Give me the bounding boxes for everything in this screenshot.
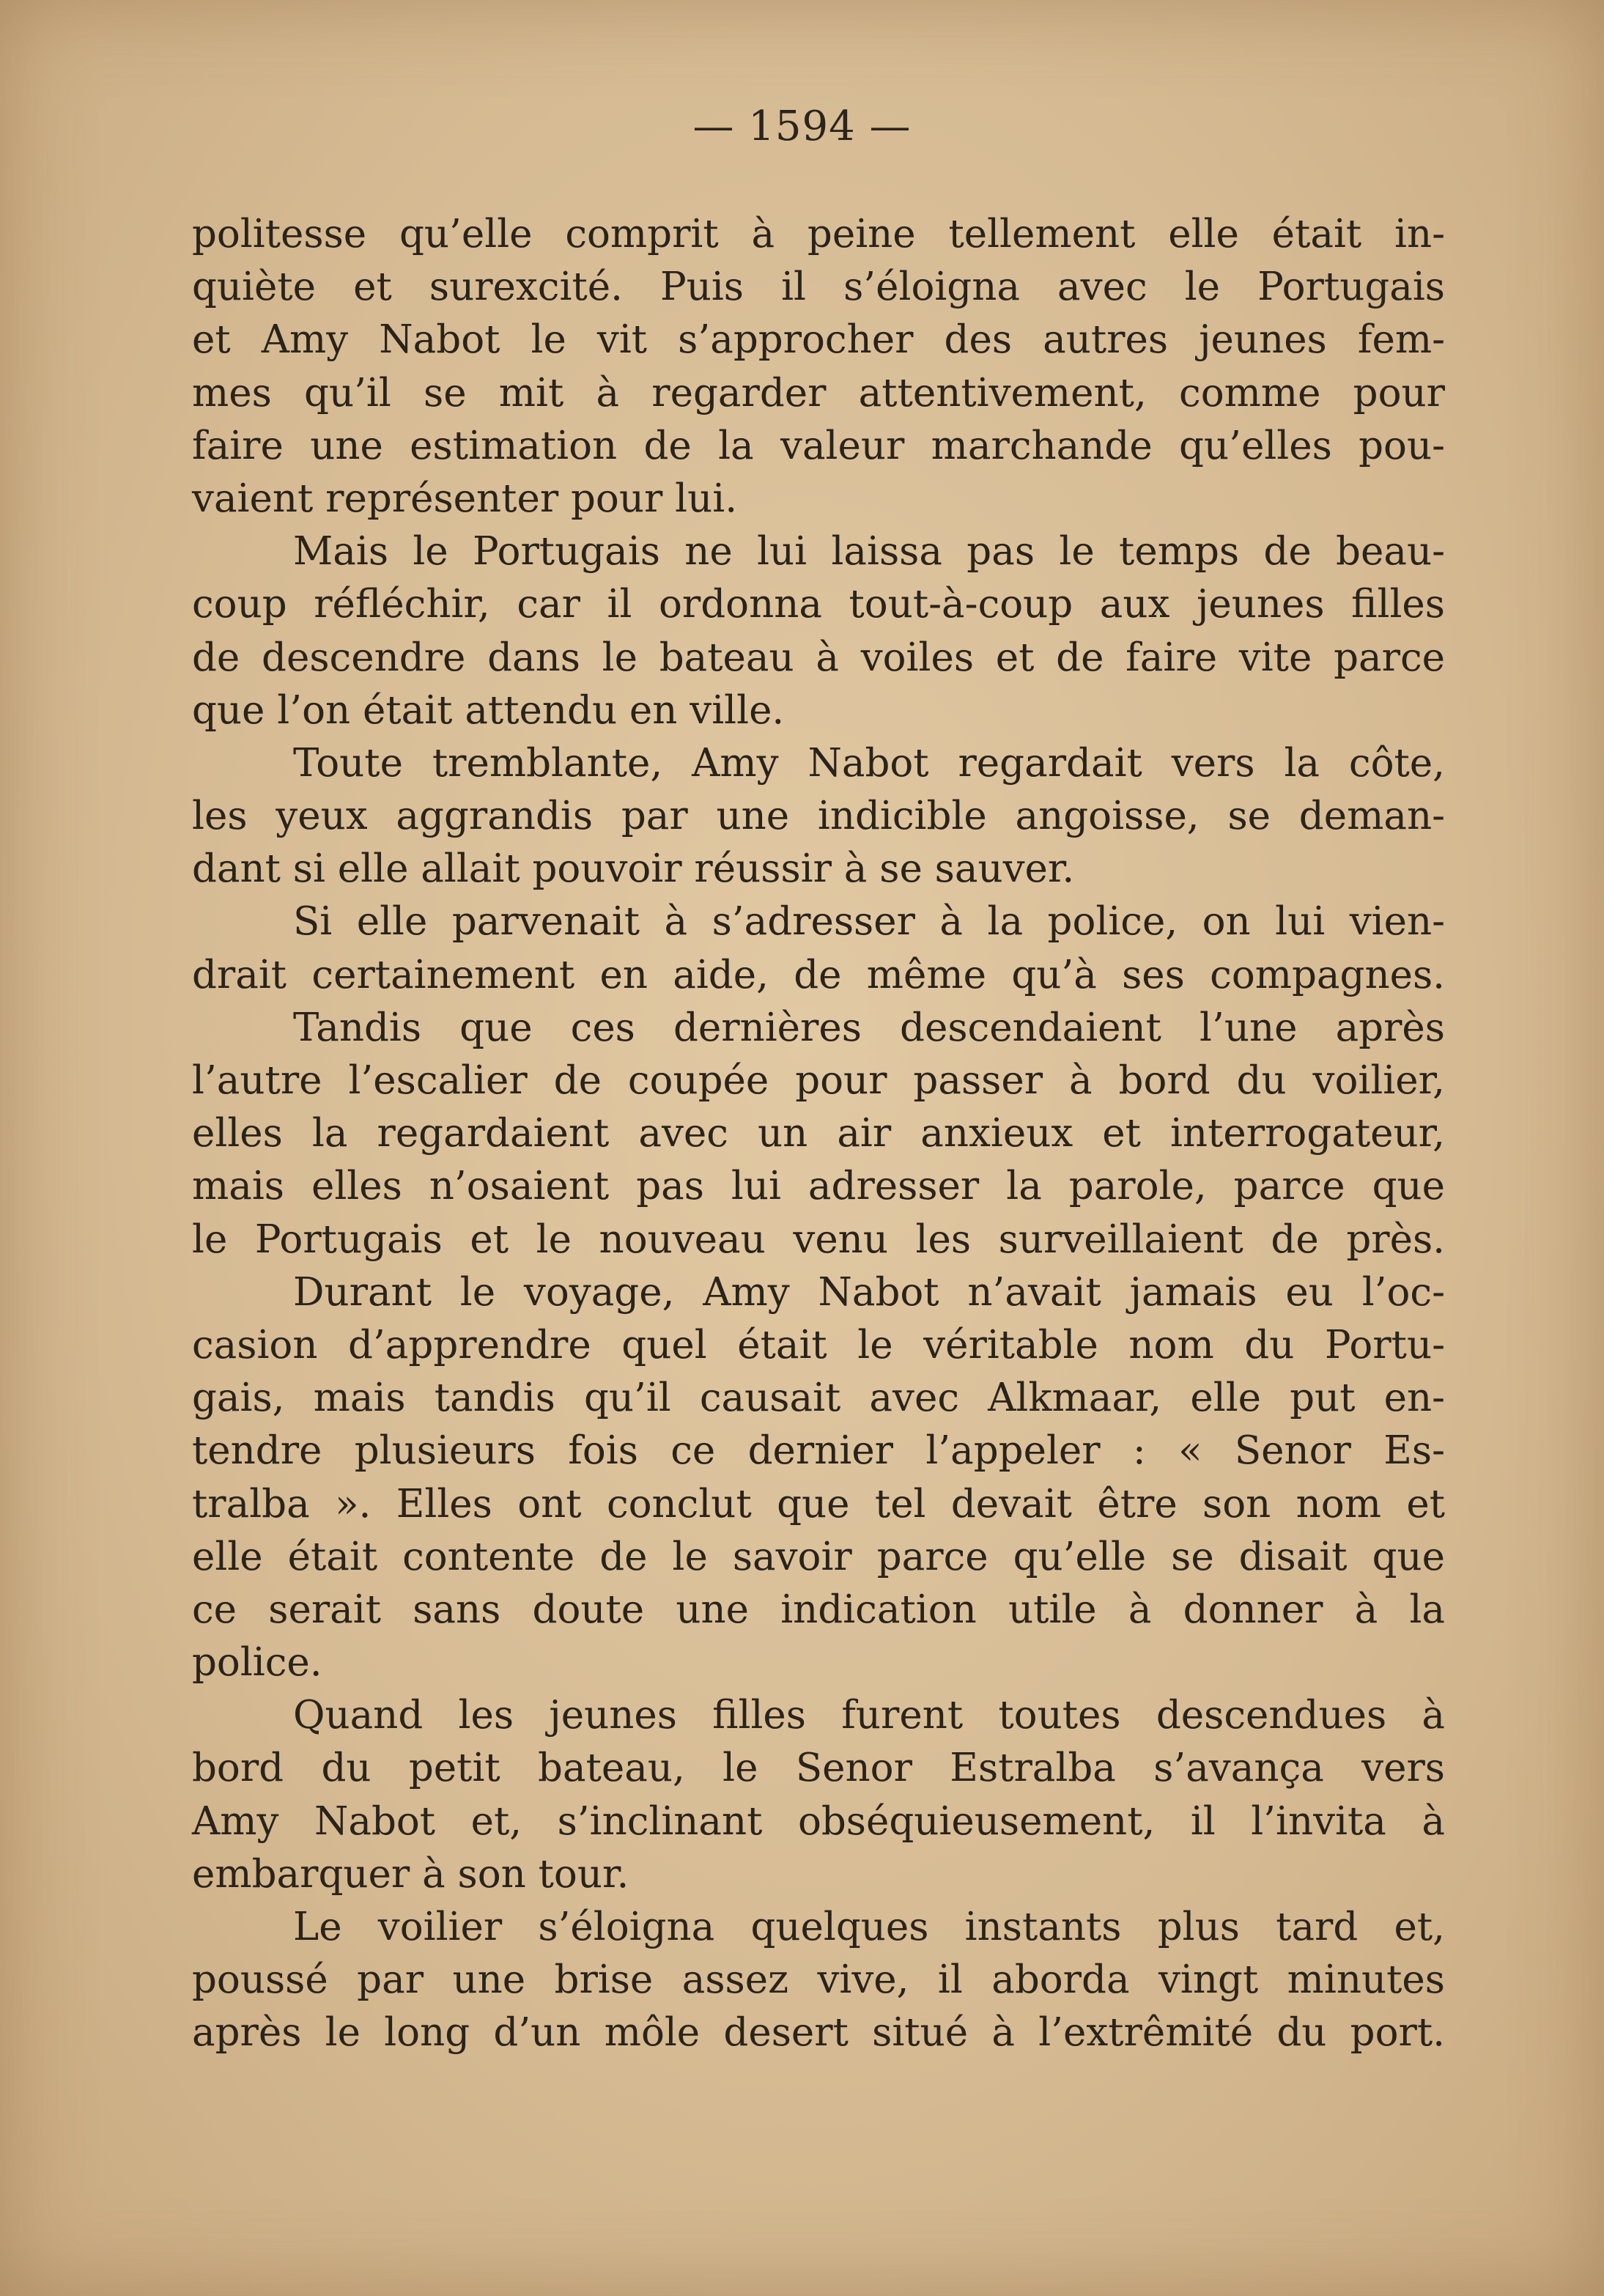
text-line: quiète et surexcité. Puis il s’éloigna avec le Portugais bbox=[192, 265, 1445, 310]
text-line: gais, mais tandis qu’il causait avec Alkmaar, elle put en- bbox=[192, 1376, 1445, 1421]
text-line: le Portugais et le nouveau venu les surveillaient de près. bbox=[192, 1217, 1445, 1262]
text-line: poussé par une brise assez vive, il aborda vingt minutes bbox=[192, 1957, 1445, 2003]
text-line: politesse qu’elle comprit à peine tellement elle était in- bbox=[192, 212, 1445, 256]
text-line: tralba ». Elles ont conclut que tel devait être son nom et bbox=[192, 1481, 1445, 1527]
text-line: Toute tremblante, Amy Nabot regardait vers la côte, bbox=[293, 740, 1445, 786]
page-number: — 1594 — bbox=[692, 103, 912, 150]
text-line: casion d’apprendre quel était le véritable nom du Portu- bbox=[192, 1322, 1445, 1367]
text-line: embarquer à son tour. bbox=[192, 1851, 629, 1897]
text-line: Le voilier s’éloigna quelques instants plus tard et, bbox=[293, 1905, 1445, 1949]
text-line: l’autre l’escalier de coupée pour passer à bord du voilier, bbox=[192, 1058, 1445, 1103]
text-line: après le long d’un môle desert situé à l’extrêmité du port. bbox=[192, 2010, 1445, 2056]
text-line: et Amy Nabot le vit s’approcher des autres jeunes fem- bbox=[192, 317, 1445, 363]
text-line: Mais le Portugais ne lui laissa pas le temps de beau- bbox=[293, 529, 1445, 575]
text-line: Amy Nabot et, s’inclinant obséquieusement, il l’invita à bbox=[192, 1798, 1445, 1844]
text-line: bord du petit bateau, le Senor Estralba s’avança vers bbox=[192, 1746, 1445, 1791]
text-line: que l’on était attendu en ville. bbox=[192, 687, 785, 733]
text-line: coup réfléchir, car il ordonna tout-à-coup aux jeunes filles bbox=[192, 582, 1445, 627]
text-line: police. bbox=[192, 1640, 322, 1686]
text-line: ce serait sans doute une indication utile à donner à la bbox=[192, 1587, 1445, 1632]
text-line: tendre plusieurs fois ce dernier l’appeler : « Senor Es- bbox=[192, 1428, 1445, 1474]
text-line: de descendre dans le bateau à voiles et de faire vite parce bbox=[192, 635, 1445, 680]
text-line: elles la regardaient avec un air anxieux et interrogateur, bbox=[192, 1111, 1445, 1156]
text-line: Durant le voyage, Amy Nabot n’avait jamais eu l’oc- bbox=[293, 1269, 1445, 1315]
text-line: faire une estimation de la valeur marchande qu’elles pou- bbox=[192, 423, 1445, 468]
text-line: mes qu’il se mit à regarder attentivement, comme pour bbox=[192, 370, 1445, 416]
text-line: dant si elle allait pouvoir réussir à se sauver. bbox=[192, 846, 1075, 892]
text-line: drait certainement en aide, de même qu’à ses compagnes. bbox=[192, 952, 1445, 997]
text-line: mais elles n’osaient pas lui adresser la parole, parce que bbox=[192, 1164, 1445, 1209]
text-line: elle était contente de le savoir parce qu’elle se disait que bbox=[192, 1534, 1445, 1579]
text-line: les yeux aggrandis par une indicible angoisse, se deman- bbox=[192, 794, 1445, 839]
text-line: Tandis que ces dernières descendaient l’une après bbox=[293, 1005, 1445, 1050]
text-line: Si elle parvenait à s’adresser à la police, on lui vien- bbox=[293, 899, 1445, 945]
text-line: Quand les jeunes filles furent toutes descendues à bbox=[293, 1693, 1445, 1738]
text-line: vaient représenter pour lui. bbox=[192, 476, 738, 521]
body-text bbox=[192, 208, 1445, 2060]
